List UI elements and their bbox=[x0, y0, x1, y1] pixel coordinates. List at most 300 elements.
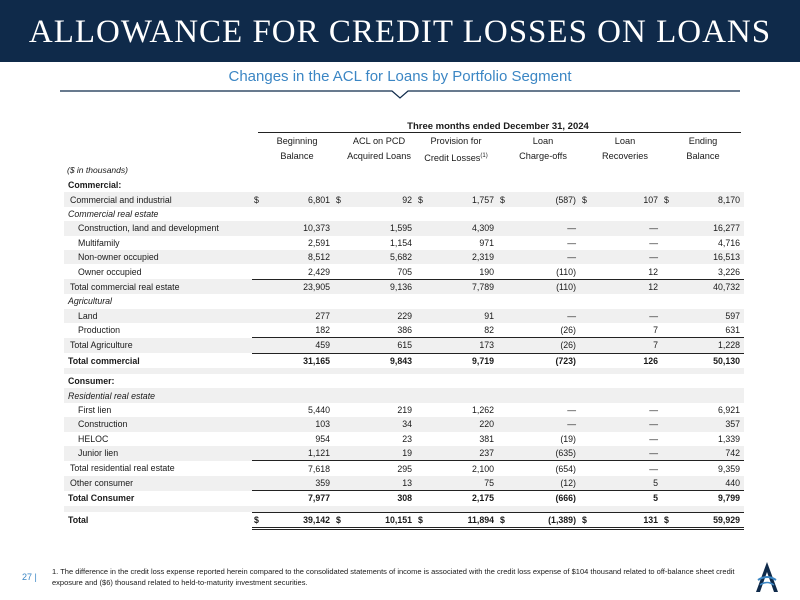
row-label: Agricultural bbox=[68, 296, 113, 307]
dollar-sign bbox=[334, 338, 346, 353]
dollar-sign bbox=[252, 461, 264, 476]
column-header-ending-balance: Ending Balance bbox=[686, 136, 720, 161]
table-cell: 9,359 bbox=[674, 461, 744, 476]
dollar-sign bbox=[252, 178, 264, 192]
table-cell: (654) bbox=[510, 461, 580, 476]
row-label: Residential real estate bbox=[64, 388, 252, 402]
dollar-sign bbox=[252, 294, 264, 308]
table-cell: 9,799 bbox=[674, 491, 744, 506]
table-row bbox=[64, 512, 744, 528]
table-cell: 82 bbox=[484, 325, 494, 336]
table-cell bbox=[428, 374, 498, 388]
table-cell: 6,921 bbox=[717, 405, 740, 416]
table-cell: 2,100 bbox=[428, 461, 498, 476]
table-row bbox=[64, 264, 744, 279]
table-cell: — bbox=[649, 433, 658, 444]
row-label: Non-owner occupied bbox=[64, 250, 252, 264]
dollar-sign bbox=[662, 432, 674, 446]
dollar-sign: $ bbox=[662, 512, 674, 528]
dollar-sign bbox=[662, 476, 674, 491]
dollar-sign bbox=[252, 491, 264, 506]
table-cell: 19 bbox=[346, 446, 416, 461]
dollar-sign bbox=[580, 178, 592, 192]
table-cell: 16,513 bbox=[674, 250, 744, 264]
table-cell: 742 bbox=[674, 446, 744, 461]
dollar-sign bbox=[498, 491, 510, 506]
row-label: Land bbox=[64, 309, 252, 323]
dollar-sign bbox=[580, 279, 592, 294]
table-row bbox=[64, 388, 744, 402]
dollar-sign bbox=[662, 294, 674, 308]
dollar-sign bbox=[416, 491, 428, 506]
table-cell: 190 bbox=[479, 266, 494, 277]
period-underline bbox=[258, 132, 741, 133]
table-cell bbox=[592, 178, 662, 192]
row-label: Junior lien bbox=[64, 446, 252, 461]
table-cell: — bbox=[567, 405, 576, 416]
table-row bbox=[64, 250, 744, 264]
table-cell: — bbox=[510, 309, 580, 323]
dollar-sign bbox=[580, 432, 592, 446]
dollar-sign bbox=[580, 446, 592, 461]
table-cell bbox=[674, 294, 744, 308]
table-cell bbox=[264, 207, 334, 221]
period-header: Three months ended December 31, 2024 bbox=[407, 121, 589, 132]
row-label: Total Agriculture bbox=[64, 338, 252, 353]
dollar-sign bbox=[334, 374, 346, 388]
dollar-sign bbox=[498, 461, 510, 476]
table-cell: 1,154 bbox=[389, 237, 412, 248]
table-row bbox=[64, 207, 744, 221]
dollar-sign bbox=[334, 446, 346, 461]
table-cell: 50,130 bbox=[674, 353, 744, 368]
dollar-sign bbox=[580, 374, 592, 388]
dollar-sign bbox=[416, 446, 428, 461]
dollar-sign bbox=[580, 221, 592, 235]
table-row bbox=[64, 491, 744, 506]
dollar-sign bbox=[334, 432, 346, 446]
table-row bbox=[64, 446, 744, 461]
table-cell: 23 bbox=[402, 433, 412, 444]
dollar-sign bbox=[416, 309, 428, 323]
dollar-sign bbox=[580, 250, 592, 264]
dollar-sign bbox=[580, 353, 592, 368]
dollar-sign bbox=[416, 236, 428, 250]
dollar-sign bbox=[662, 178, 674, 192]
dollar-sign bbox=[334, 250, 346, 264]
table-cell: 2,319 bbox=[428, 250, 498, 264]
table-cell: 7,789 bbox=[428, 279, 498, 294]
table-cell: 4,716 bbox=[717, 237, 740, 248]
dollar-sign bbox=[580, 236, 592, 250]
table-cell bbox=[264, 388, 334, 402]
table-cell: 459 bbox=[264, 338, 334, 353]
dollar-sign bbox=[498, 178, 510, 192]
dollar-sign bbox=[334, 491, 346, 506]
dollar-sign bbox=[334, 221, 346, 235]
dollar-sign bbox=[662, 491, 674, 506]
table-cell bbox=[428, 294, 498, 308]
dollar-sign bbox=[252, 476, 264, 491]
table-cell: 1,121 bbox=[264, 446, 334, 461]
table-cell: 9,843 bbox=[346, 353, 416, 368]
table-cell: 308 bbox=[346, 491, 416, 506]
dollar-sign bbox=[580, 323, 592, 338]
table-cell: (26) bbox=[510, 338, 580, 353]
table-cell: 1,339 bbox=[717, 433, 740, 444]
table-cell bbox=[510, 294, 580, 308]
dollar-sign bbox=[334, 403, 346, 417]
dollar-sign bbox=[252, 446, 264, 461]
table-cell: 75 bbox=[428, 476, 498, 491]
dollar-sign bbox=[662, 374, 674, 388]
column-header-beginning-balance: Beginning Balance bbox=[276, 136, 318, 161]
table-cell: — bbox=[592, 250, 662, 264]
dollar-sign bbox=[334, 294, 346, 308]
dollar-sign: $ bbox=[498, 192, 510, 206]
dollar-sign bbox=[580, 388, 592, 402]
dollar-sign bbox=[416, 250, 428, 264]
table-cell: (723) bbox=[510, 353, 580, 368]
dollar-sign bbox=[498, 388, 510, 402]
dollar-sign bbox=[580, 338, 592, 353]
table-cell: 59,929 bbox=[674, 512, 744, 528]
dollar-sign: $ bbox=[252, 512, 264, 528]
dollar-sign bbox=[662, 417, 674, 431]
page-subtitle: Changes in the ACL for Loans by Portfolio Segment bbox=[228, 68, 572, 85]
dollar-sign: $ bbox=[334, 512, 346, 528]
dollar-sign: $ bbox=[416, 512, 428, 528]
dollar-sign bbox=[252, 264, 264, 279]
table-cell: 92 bbox=[346, 192, 416, 206]
table-cell: — bbox=[567, 237, 576, 248]
dollar-sign bbox=[252, 250, 264, 264]
table-cell: (1,389) bbox=[510, 512, 580, 528]
dollar-sign bbox=[416, 417, 428, 431]
table-cell: 3,226 bbox=[717, 266, 740, 277]
table-cell: 1,228 bbox=[674, 338, 744, 353]
table-cell: — bbox=[592, 461, 662, 476]
dollar-sign bbox=[416, 353, 428, 368]
table-cell bbox=[346, 178, 416, 192]
row-label: Commercial real estate bbox=[68, 208, 159, 219]
dollar-sign bbox=[498, 353, 510, 368]
row-label: Total commercial real estate bbox=[64, 279, 252, 294]
row-label: Total Consumer bbox=[68, 493, 135, 504]
dollar-sign bbox=[498, 279, 510, 294]
table-cell: 13 bbox=[346, 476, 416, 491]
table-cell: 5,440 bbox=[307, 405, 330, 416]
table-cell: 173 bbox=[428, 338, 498, 353]
dollar-sign bbox=[498, 294, 510, 308]
table-row bbox=[64, 461, 744, 476]
table-cell: 1,595 bbox=[346, 221, 416, 235]
dollar-sign: $ bbox=[580, 512, 592, 528]
table-cell: — bbox=[592, 221, 662, 235]
units-label: ($ in thousands) bbox=[67, 165, 128, 175]
dollar-sign bbox=[334, 264, 346, 279]
table-cell bbox=[674, 388, 744, 402]
table-cell: 229 bbox=[346, 309, 416, 323]
table-cell: 7 bbox=[653, 325, 658, 336]
dollar-sign: $ bbox=[334, 192, 346, 206]
table-cell: 386 bbox=[397, 325, 412, 336]
dollar-sign bbox=[334, 279, 346, 294]
dollar-sign bbox=[334, 323, 346, 338]
table-cell: 8,170 bbox=[674, 192, 744, 206]
table-cell bbox=[592, 294, 662, 308]
dollar-sign bbox=[580, 403, 592, 417]
table-cell: 126 bbox=[592, 353, 662, 368]
row-label: Commercial and industrial bbox=[64, 192, 252, 206]
table-cell: 631 bbox=[725, 325, 740, 336]
dollar-sign: $ bbox=[662, 192, 674, 206]
table-row bbox=[64, 432, 744, 446]
table-cell bbox=[264, 294, 334, 308]
dollar-sign bbox=[252, 309, 264, 323]
table-cell: 11,894 bbox=[428, 512, 498, 528]
table-cell: (26) bbox=[560, 325, 576, 336]
table-cell: 2,175 bbox=[428, 491, 498, 506]
column-header-provision: Provision for Credit Losses$^{(1)}$ bbox=[424, 136, 488, 164]
dollar-sign bbox=[662, 461, 674, 476]
table-cell bbox=[346, 388, 416, 402]
table-cell bbox=[428, 178, 498, 192]
dollar-sign bbox=[662, 323, 674, 338]
dollar-sign bbox=[416, 323, 428, 338]
row-label: First lien bbox=[78, 405, 112, 416]
row-label: Construction, land and development bbox=[64, 221, 252, 235]
dollar-sign bbox=[334, 417, 346, 431]
dollar-sign bbox=[252, 403, 264, 417]
dollar-sign bbox=[662, 403, 674, 417]
dollar-sign bbox=[662, 236, 674, 250]
table-cell: (635) bbox=[510, 446, 580, 461]
table-row bbox=[64, 279, 744, 294]
dollar-sign bbox=[334, 388, 346, 402]
dollar-sign bbox=[416, 388, 428, 402]
table-cell: 295 bbox=[346, 461, 416, 476]
table-cell: 103 bbox=[264, 417, 334, 431]
acl-table bbox=[64, 178, 744, 530]
dollar-sign bbox=[498, 446, 510, 461]
dollar-sign bbox=[252, 207, 264, 221]
dollar-sign bbox=[662, 388, 674, 402]
table-row bbox=[64, 403, 744, 417]
table-cell: 7,977 bbox=[264, 491, 334, 506]
dollar-sign bbox=[498, 323, 510, 338]
table-cell bbox=[592, 388, 662, 402]
dollar-sign: $ bbox=[580, 192, 592, 206]
row-label: Owner occupied bbox=[78, 266, 142, 277]
company-logo-icon bbox=[752, 560, 782, 594]
table-row bbox=[64, 338, 744, 353]
table-cell: 1,757 bbox=[428, 192, 498, 206]
table-cell: — bbox=[592, 309, 662, 323]
table-cell: 277 bbox=[264, 309, 334, 323]
table-cell: 12 bbox=[592, 279, 662, 294]
table-cell: 237 bbox=[428, 446, 498, 461]
dollar-sign bbox=[662, 309, 674, 323]
dollar-sign bbox=[498, 476, 510, 491]
row-label: Total bbox=[68, 515, 89, 526]
table-cell: 5 bbox=[592, 476, 662, 491]
table-cell: 359 bbox=[264, 476, 334, 491]
table-cell: 9,136 bbox=[346, 279, 416, 294]
table-cell: 9,719 bbox=[428, 353, 498, 368]
table-cell: 31,165 bbox=[264, 353, 334, 368]
dollar-sign bbox=[662, 221, 674, 235]
table-cell: — bbox=[649, 237, 658, 248]
table-cell: 1,262 bbox=[471, 405, 494, 416]
table-cell: 4,309 bbox=[428, 221, 498, 235]
table-cell: (587) bbox=[510, 192, 580, 206]
table-cell bbox=[346, 374, 416, 388]
dollar-sign: $ bbox=[252, 192, 264, 206]
dollar-sign: $ bbox=[416, 192, 428, 206]
dollar-sign bbox=[580, 476, 592, 491]
dollar-sign bbox=[498, 374, 510, 388]
table-row bbox=[64, 192, 744, 206]
table-cell: (110) bbox=[556, 266, 576, 277]
dollar-sign bbox=[334, 309, 346, 323]
table-cell: — bbox=[510, 250, 580, 264]
table-row bbox=[64, 374, 744, 388]
dollar-sign bbox=[580, 207, 592, 221]
table-cell: 10,151 bbox=[346, 512, 416, 528]
dollar-sign bbox=[252, 338, 264, 353]
dollar-sign bbox=[416, 432, 428, 446]
dollar-sign bbox=[416, 279, 428, 294]
dollar-sign bbox=[334, 476, 346, 491]
table-cell bbox=[428, 207, 498, 221]
dollar-sign bbox=[580, 294, 592, 308]
table-cell: 12 bbox=[648, 266, 658, 277]
dollar-sign bbox=[334, 178, 346, 192]
table-cell bbox=[264, 374, 334, 388]
dollar-sign bbox=[498, 221, 510, 235]
table-cell bbox=[592, 207, 662, 221]
dollar-sign bbox=[498, 264, 510, 279]
dollar-sign bbox=[334, 207, 346, 221]
table-row bbox=[64, 323, 744, 338]
row-label: Total residential real estate bbox=[70, 463, 175, 474]
table-cell bbox=[674, 178, 744, 192]
dollar-sign bbox=[252, 323, 264, 338]
table-cell: — bbox=[592, 446, 662, 461]
table-cell: 10,373 bbox=[264, 221, 334, 235]
table-cell: 6,801 bbox=[264, 192, 334, 206]
dollar-sign bbox=[416, 338, 428, 353]
table-cell: 440 bbox=[674, 476, 744, 491]
table-cell: 23,905 bbox=[264, 279, 334, 294]
dollar-sign bbox=[662, 279, 674, 294]
row-label: Multifamily bbox=[78, 237, 120, 248]
column-header-charge-offs: Loan Charge-offs bbox=[519, 136, 567, 161]
page-number: 27 | bbox=[22, 572, 37, 582]
page-title: ALLOWANCE FOR CREDIT LOSSES ON LOANS bbox=[28, 14, 772, 50]
table-cell: 705 bbox=[397, 266, 412, 277]
dollar-sign bbox=[416, 264, 428, 279]
footnote: 1. The difference in the credit loss expense reported herein compared to the consolidated statements of income is associated with the credit loss expense of $104 thousand related to off-balance sheet credit exposure and ($6) thousand related to held-to-maturity investment securities. bbox=[52, 567, 735, 587]
table-row bbox=[64, 236, 744, 250]
dollar-sign bbox=[498, 417, 510, 431]
table-row bbox=[64, 294, 744, 308]
dollar-sign bbox=[334, 461, 346, 476]
table-cell: 7,618 bbox=[264, 461, 334, 476]
dollar-sign bbox=[252, 279, 264, 294]
dollar-sign bbox=[662, 446, 674, 461]
table-row bbox=[64, 353, 744, 368]
table-cell bbox=[510, 207, 580, 221]
table-cell: 40,732 bbox=[674, 279, 744, 294]
row-label: Other consumer bbox=[64, 476, 252, 491]
dollar-sign bbox=[662, 207, 674, 221]
table-cell: 16,277 bbox=[674, 221, 744, 235]
table-cell: — bbox=[510, 417, 580, 431]
table-cell: 381 bbox=[479, 433, 494, 444]
dollar-sign bbox=[416, 461, 428, 476]
table-cell bbox=[346, 294, 416, 308]
dollar-sign bbox=[416, 178, 428, 192]
dollar-sign bbox=[580, 309, 592, 323]
row-label: Total commercial bbox=[68, 355, 140, 366]
table-cell: 219 bbox=[397, 405, 412, 416]
dollar-sign bbox=[252, 353, 264, 368]
row-label: HELOC bbox=[78, 433, 109, 444]
table-cell: — bbox=[649, 405, 658, 416]
table-row bbox=[64, 178, 744, 192]
table-cell: 7 bbox=[592, 338, 662, 353]
column-header-recoveries: Loan Recoveries bbox=[602, 136, 648, 161]
dollar-sign bbox=[498, 432, 510, 446]
table-cell: 357 bbox=[674, 417, 744, 431]
dollar-sign bbox=[416, 403, 428, 417]
row-label: Production bbox=[78, 325, 121, 336]
table-cell: — bbox=[510, 221, 580, 235]
table-cell bbox=[264, 178, 334, 192]
dollar-sign bbox=[580, 491, 592, 506]
dollar-sign bbox=[662, 353, 674, 368]
dollar-sign bbox=[252, 432, 264, 446]
dollar-sign bbox=[498, 250, 510, 264]
dollar-sign bbox=[416, 221, 428, 235]
dollar-sign bbox=[662, 338, 674, 353]
dollar-sign bbox=[252, 236, 264, 250]
dollar-sign bbox=[334, 353, 346, 368]
dollar-sign bbox=[334, 236, 346, 250]
table-row bbox=[64, 476, 744, 491]
table-cell: 597 bbox=[674, 309, 744, 323]
table-cell: 39,142 bbox=[264, 512, 334, 528]
table-cell bbox=[510, 374, 580, 388]
table-cell: (110) bbox=[510, 279, 580, 294]
dollar-sign bbox=[416, 294, 428, 308]
dollar-sign bbox=[252, 374, 264, 388]
table-cell: 107 bbox=[592, 192, 662, 206]
table-cell bbox=[674, 374, 744, 388]
table-cell bbox=[510, 388, 580, 402]
table-cell: 34 bbox=[346, 417, 416, 431]
table-cell: 5,682 bbox=[346, 250, 416, 264]
dollar-sign bbox=[498, 236, 510, 250]
table-cell: 954 bbox=[315, 433, 330, 444]
dollar-sign bbox=[252, 388, 264, 402]
table-cell: 615 bbox=[346, 338, 416, 353]
dollar-sign bbox=[498, 403, 510, 417]
table-cell bbox=[346, 207, 416, 221]
table-cell: — bbox=[592, 417, 662, 431]
